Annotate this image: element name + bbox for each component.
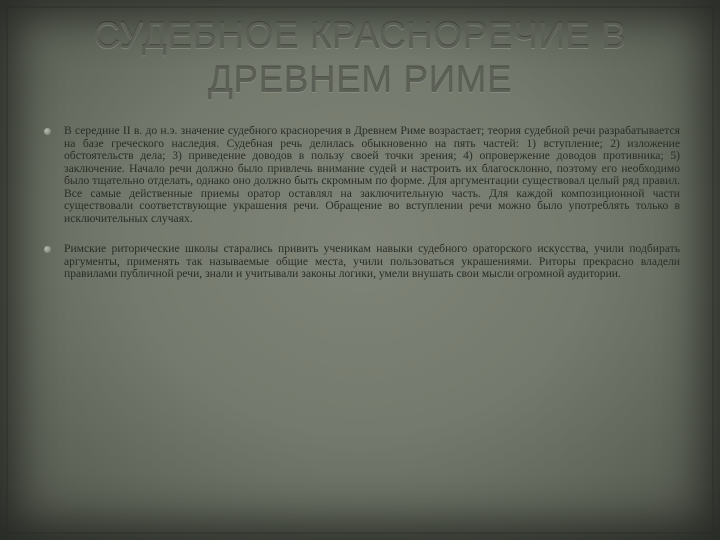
bullet-item-2 xyxy=(42,243,680,281)
bullet-dot-icon xyxy=(44,246,51,253)
slide-content xyxy=(42,125,680,299)
title-line-2: ДРЕВНЕМ РИМЕ xyxy=(207,59,513,100)
title-line-1: СУДЕБНОЕ КРАСНОРЕЧИЕ В xyxy=(93,15,627,56)
bullet-dot-icon xyxy=(44,128,51,135)
bullet-text-1: В середине II в. до н.э. значение судебного красноречия в Древнем Риме возрастает; теория судебной речи разрабатывается на базе греческого наследия. Судебная речь делилась обыкновенно на пять частей: 1) вступление; 2) изложение обстоятельств дела; 3) приведение доводов в пользу своей точки зрения; 4) опровержение доводов противника; 5) заключение. Начало речи должно было привлечь внимание судей и настроить их благосклонно, поэтому его необходимо было тщательно отделать, однако оно должно быть скромным по форме. Для аргументации существовал целый ряд правил. Все самые действенные приемы оратор оставлял на заключительную часть. Для каждой композиционной части существовали соответствующие украшения речи. Обращение во вступлении речи можно было употреблять только в исключительных случаях. xyxy=(64,124,680,225)
bullet-text-2: Римские риторические школы старались привить ученикам навыки судебного ораторского искусства, учили подбирать аргументы, применять так называемые общие места, учили пользоваться украшениями. Риторы прекрасно владели правилами публичной речи, знали и учитывали законы логики, умели внушать свои мысли огромной аудитории. xyxy=(64,242,680,280)
bullet-item-1 xyxy=(42,125,680,225)
slide-title xyxy=(40,14,680,102)
